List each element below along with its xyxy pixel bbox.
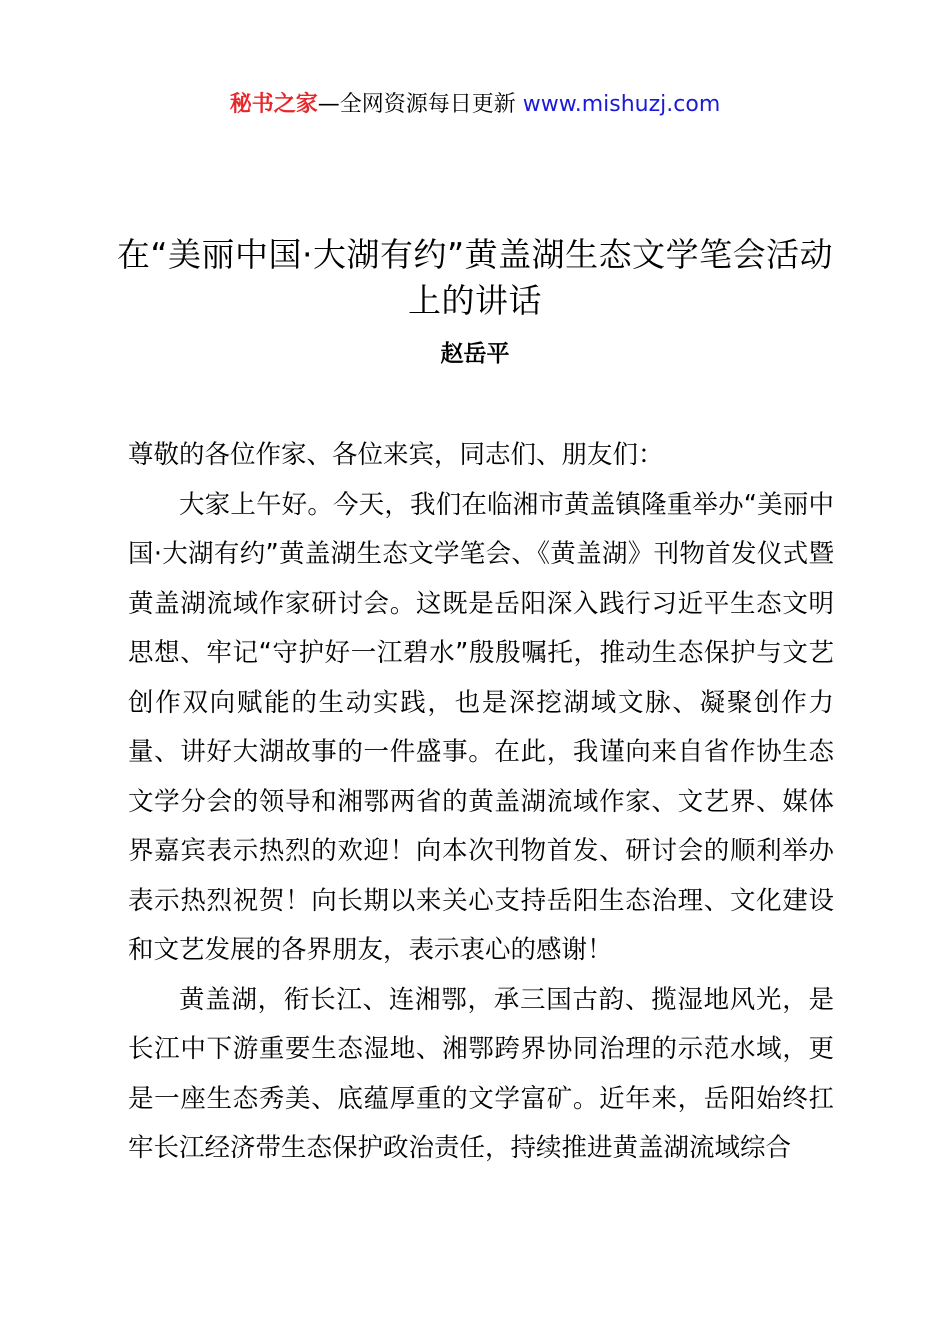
document-body — [128, 431, 834, 1174]
body-paragraph: 大家上午好。今天，我们在临湘市黄盖镇隆重举办“美丽中国·大湖有约”黄盖湖生态文学笔会、《黄盖湖》刊物首发仪式暨黄盖湖流域作家研讨会。这既是岳阳深入践行习近平生态文明思想、牢记“守护好一江碧水”殷殷嘱托，推动生态保护与文艺创作双向赋能的生动实践，也是深挖湖域文脉、凝聚创作力量、讲好大湖故事的一件盛事。在此，我谨向来自省作协生态文学分会的领导和湘鄂两省的黄盖湖流域作家、文艺界、媒体界嘉宾表示热烈的欢迎！向本次刊物首发、研讨会的顺利举办表示热烈祝贺！向长期以来关心支持岳阳生态治理、文化建设和文艺发展的各界朋友，表示衷心的感谢！ — [128, 489, 834, 965]
document-author: 赵岳平 — [440, 341, 510, 367]
document-title: 在“美丽中国·大湖有约”黄盖湖生态文学笔会活动上的讲话 — [116, 235, 834, 320]
salutation: 尊敬的各位作家、各位来宾，同志们、朋友们： — [128, 440, 664, 470]
body-paragraph: 黄盖湖，衔长江、连湘鄂，承三国古韵、揽湿地风光，是长江中下游重要生态湿地、湘鄂跨界协同治理的示范水域，更是一座生态秀美、底蕴厚重的文学富矿。近年来，岳阳始终扛牢长江经济带生态保护政治责任，持续推进黄盖湖流域综合 — [128, 984, 834, 1163]
site-url-link[interactable]: www.mishuzj.com — [522, 92, 721, 117]
site-header — [0, 88, 950, 122]
site-name: 秘书之家 — [229, 92, 318, 117]
site-slogan: —全网资源每日更新 — [317, 92, 516, 117]
